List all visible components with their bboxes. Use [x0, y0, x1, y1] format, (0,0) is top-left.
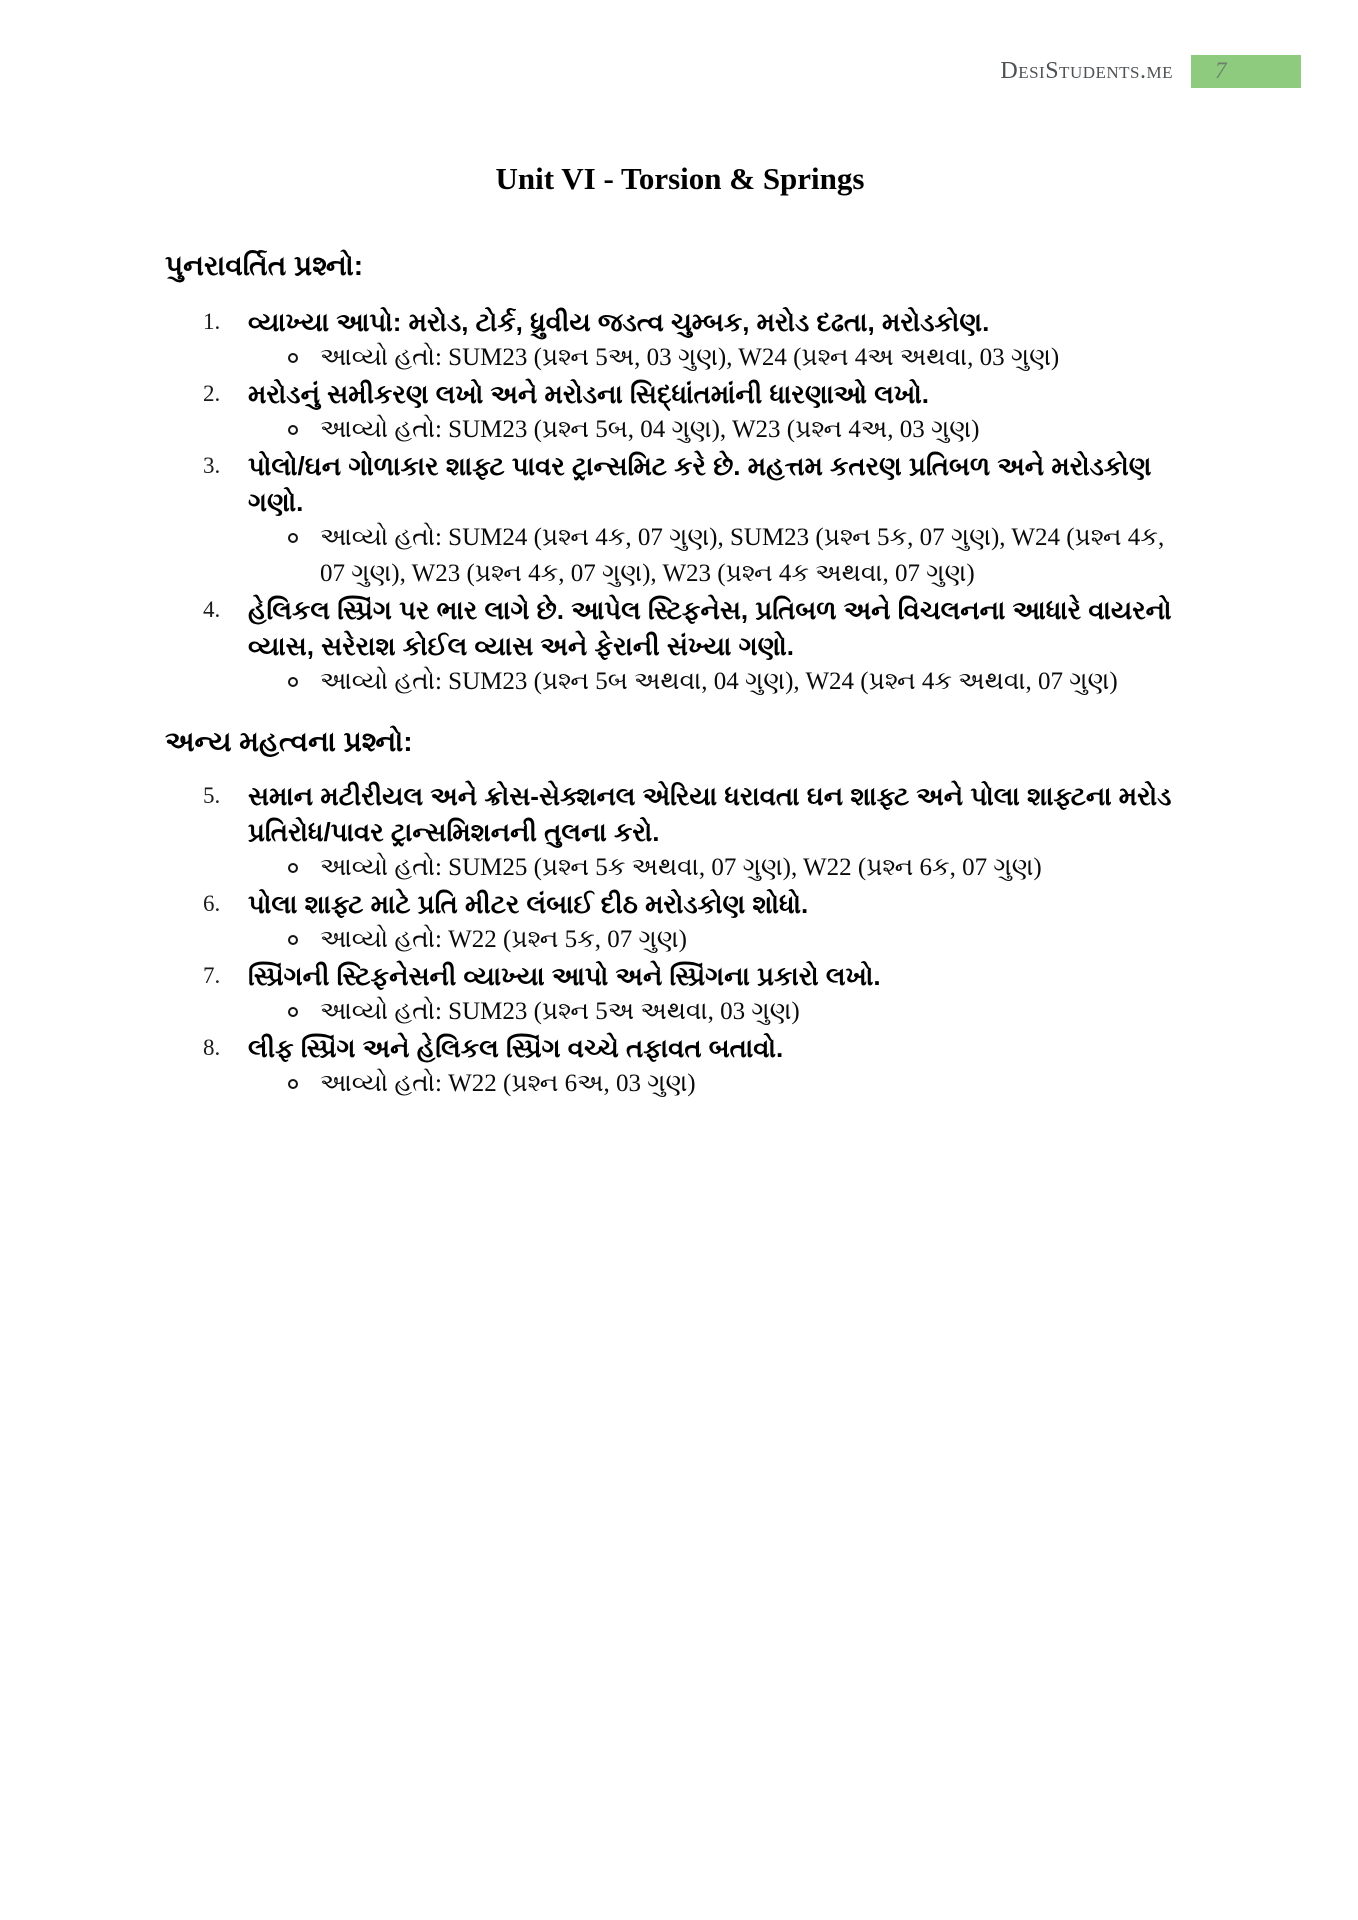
- circle-bullet-icon: [288, 425, 298, 435]
- question-sub-row: [288, 994, 1195, 1030]
- appearance-note: આવ્યો હતો: SUM23 (પ્રશ્ન 5બ, 04 ગુણ), W23 (પ્રશ્ન 4અ, 03 ગુણ): [320, 416, 980, 443]
- list-item: [165, 778, 1195, 886]
- item-body: [248, 376, 1195, 448]
- appearance-note: આવ્યો હતો: W22 (પ્રશ્ન 6અ, 03 ગુણ): [320, 1070, 696, 1097]
- item-number: 7.: [203, 963, 221, 988]
- question-sub-row: [288, 340, 1195, 376]
- appearance-note: આવ્યો હતો: SUM23 (પ્રશ્ન 5અ અથવા, 03 ગુણ): [320, 998, 800, 1025]
- question-text: મરોડનું સમીકરણ લખો અને મરોડના સિદ્ધાંતમાંની ધારણાઓ લખો.: [248, 379, 929, 409]
- item-body: [248, 304, 1195, 376]
- page-header: [0, 54, 1358, 88]
- item-body: [248, 1030, 1195, 1102]
- item-body: [248, 958, 1195, 1030]
- circle-bullet-icon: [288, 677, 298, 687]
- item-number: 5.: [203, 783, 221, 808]
- circle-bullet-icon: [288, 935, 298, 945]
- question-text: પોલા શાફ્ટ માટે પ્રતિ મીટર લંબાઈ દીઠ મરોડકોણ શોધો.: [248, 889, 809, 919]
- list-item: [165, 886, 1195, 958]
- appearance-note: આવ્યો હતો: SUM23 (પ્રશ્ન 5અ, 03 ગુણ), W24 (પ્રશ્ન 4અ અથવા, 03 ગુણ): [320, 344, 1060, 371]
- appearance-note: આવ્યો હતો: SUM24 (પ્રશ્ન 4ક, 07 ગુણ), SUM23 (પ્રશ્ન 5ક, 07 ગુણ), W24 (પ્રશ્ન 4ક, 07 ગુણ), W23 (પ્રશ્ન 4ક, 07 ગુણ), W23 (પ્રશ્ન 4ક અથવા, 07 ગુણ): [320, 524, 1165, 587]
- question-text: સ્પ્રિંગની સ્ટિફનેસની વ્યાખ્યા આપો અને સ્પ્રિંગના પ્રકારો લખો.: [248, 961, 881, 991]
- question-sub-row: [288, 520, 1195, 592]
- page-number-badge: [1191, 55, 1301, 88]
- appearance-note: આવ્યો હતો: W22 (પ્રશ્ન 5ક, 07 ગુણ): [320, 926, 687, 953]
- item-body: [248, 448, 1195, 592]
- list-item: [165, 958, 1195, 1030]
- repeated-questions-list: [165, 304, 1195, 700]
- question-text: સમાન મટીરીયલ અને ક્રોસ-સેક્શનલ એરિયા ધરાવતા ઘન શાફ્ટ અને પોલા શાફ્ટના મરોડ પ્રતિરોધ/પાવર ટ્રાન્સમિશનની તુલના કરો.: [248, 781, 1172, 847]
- question-sub-row: [288, 664, 1195, 700]
- item-body: [248, 592, 1195, 700]
- list-item: [165, 448, 1195, 592]
- question-sub-row: [288, 412, 1195, 448]
- circle-bullet-icon: [288, 533, 298, 543]
- item-number: 2.: [203, 381, 221, 406]
- question-sub-row: [288, 850, 1195, 886]
- section-heading-other-important-questions: અન્ય મહત્વના પ્રશ્નો:: [165, 726, 413, 757]
- circle-bullet-icon: [288, 1079, 298, 1089]
- question-sub-row: [288, 922, 1195, 958]
- unit-title: Unit VI - Torsion & Springs: [495, 161, 865, 196]
- item-body: [248, 778, 1195, 886]
- site-name-text: DesiStudents.me: [1000, 58, 1173, 84]
- item-number: 8.: [203, 1035, 221, 1060]
- circle-bullet-icon: [288, 353, 298, 363]
- other-important-questions-list: [165, 778, 1195, 1102]
- item-number: 3.: [203, 453, 221, 478]
- list-item: [165, 304, 1195, 376]
- appearance-note: આવ્યો હતો: SUM23 (પ્રશ્ન 5બ અથવા, 04 ગુણ), W24 (પ્રશ્ન 4ક અથવા, 07 ગુણ): [320, 668, 1118, 695]
- section-heading-repeated-questions: પુનરાવર્તિત પ્રશ્નો:: [165, 250, 364, 281]
- question-text: વ્યાખ્યા આપો: મરોડ, ટોર્ક, ધ્રુવીય જડત્વ ચુમ્બક, મરોડ દઢતા, મરોડકોણ.: [248, 307, 990, 337]
- question-sub-row: [288, 1066, 1195, 1102]
- list-item: [165, 1030, 1195, 1102]
- question-text: હેલિકલ સ્પ્રિંગ પર ભાર લાગે છે. આપેલ સ્ટિફનેસ, પ્રતિબળ અને વિચલનના આધારે વાયરનો વ્યાસ, સરેરાશ કોઈલ વ્યાસ અને ફેરાની સંખ્યા ગણો.: [248, 595, 1172, 661]
- item-number: 1.: [203, 309, 221, 334]
- circle-bullet-icon: [288, 1007, 298, 1017]
- question-text: લીફ સ્પ્રિંગ અને હેલિકલ સ્પ્રિંગ વચ્ચે તફાવત બતાવો.: [248, 1033, 784, 1063]
- list-item: [165, 592, 1195, 700]
- item-number: 6.: [203, 891, 221, 916]
- circle-bullet-icon: [288, 863, 298, 873]
- question-text: પોલો/ઘન ગોળાકાર શાફ્ટ પાવર ટ્રાન્સમિટ કરે છે. મહત્તમ કતરણ પ્રતિબળ અને મરોડકોણ ગણો.: [248, 451, 1152, 517]
- appearance-note: આવ્યો હતો: SUM25 (પ્રશ્ન 5ક અથવા, 07 ગુણ), W22 (પ્રશ્ન 6ક, 07 ગુણ): [320, 854, 1042, 881]
- item-body: [248, 886, 1195, 958]
- list-item: [165, 376, 1195, 448]
- item-number: 4.: [203, 597, 221, 622]
- page-number: 7: [1215, 58, 1227, 83]
